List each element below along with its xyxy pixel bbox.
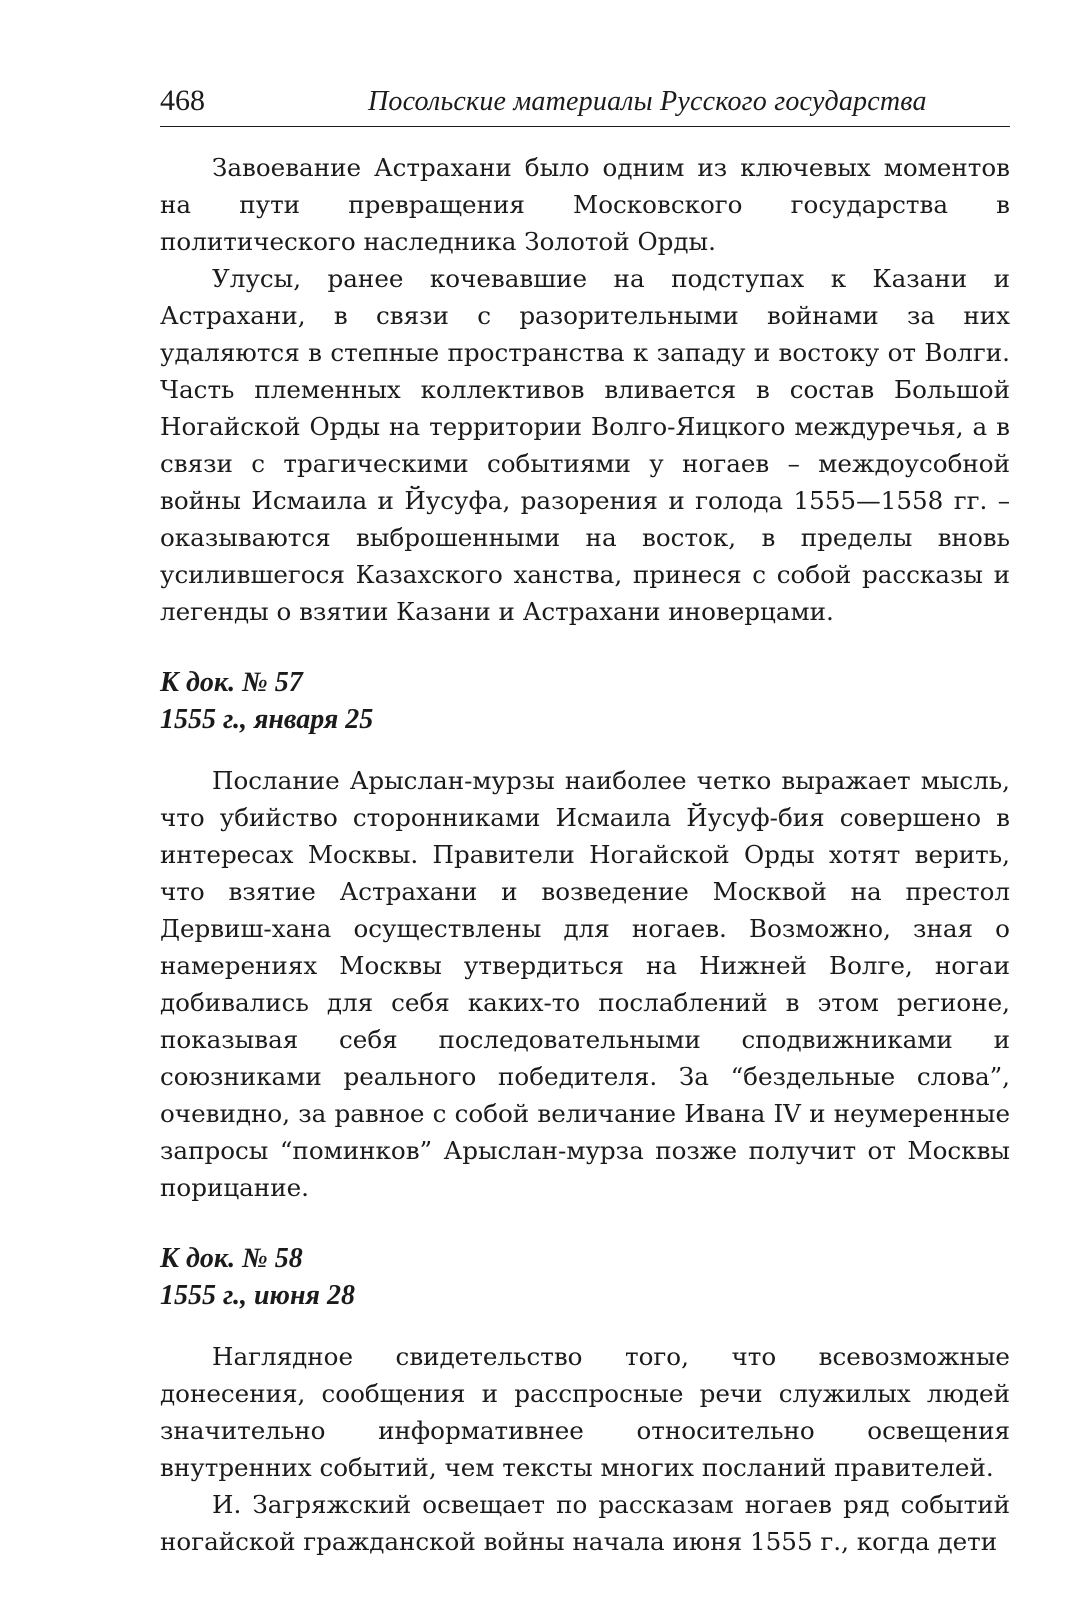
book-page <box>160 82 1010 1560</box>
document-date: 1555 г., июня 28 <box>160 1280 355 1311</box>
page-number: 468 <box>160 84 205 117</box>
document-reference: К док. № 57 <box>160 667 303 698</box>
running-header <box>160 82 1010 127</box>
paragraph: Послание Арыслан-мурзы наиболее четко выражает мысль, что убийство сторонниками Исмаила Йусуф-бия совершено в интересах Москвы. Правители Ногайской Орды хотят верить, что взятие Астрахани и возведение Москвой на престол Дервиш-хана осуществлены для ногаев. Возможно, зная о намерениях Москвы утвердиться на Нижней Волге, ногаи добивались для себя каких-то послаблений в этом регионе, показывая себя последовательными сподвижниками и союзниками реального победителя. За “бездельные слова”, очевидно, за равное с собой величание Ивана IV и неумеренные запросы “поминков” Арыслан-мурза позже получит от Москвы порицание. <box>160 766 1010 1202</box>
paragraph: Улусы, ранее кочевавшие на подступах к Казани и Астрахани, в связи с разорительными войнами за них удаляются в степные пространства к западу и востоку от Волги. Часть племенных коллективов вливается в состав Большой Ногайской Орды на территории Волго-Яицкого междуречья, а в связи с трагическими событиями у ногаев – междоусобной войны Исмаила и Йусуфа, разорения и голода 1555—1558 гг. – оказываются выброшенными на восток, в пределы вновь усилившегося Казахского ханства, принеся с собой рассказы и легенды о взятии Казани и Астрахани иноверцами. <box>160 264 1010 626</box>
running-title: Посольские материалы Русского государства <box>368 86 927 117</box>
section-heading <box>160 1240 1010 1314</box>
document-reference: К док. № 58 <box>160 1243 303 1274</box>
paragraph: Завоевание Астрахани было одним из ключевых моментов на пути превращения Московского государства в политического наследника Золотой Орды. <box>160 153 1010 256</box>
section-heading <box>160 664 1010 738</box>
paragraph: И. Загряжский освещает по рассказам ногаев ряд событий ногайской гражданской войны начала июня 1555 г., когда дети <box>160 1490 1010 1556</box>
document-date: 1555 г., января 25 <box>160 704 374 735</box>
section-doc-57 <box>160 664 1010 1206</box>
section-doc-58 <box>160 1240 1010 1560</box>
page-body <box>160 127 1010 1560</box>
paragraph: Наглядное свидетельство того, что всевозможные донесения, сообщения и расспросные речи служилых людей значительно информативнее относительно освещения внутренних событий, чем тексты многих посланий правителей. <box>160 1342 1010 1482</box>
intro-text <box>160 149 1010 630</box>
